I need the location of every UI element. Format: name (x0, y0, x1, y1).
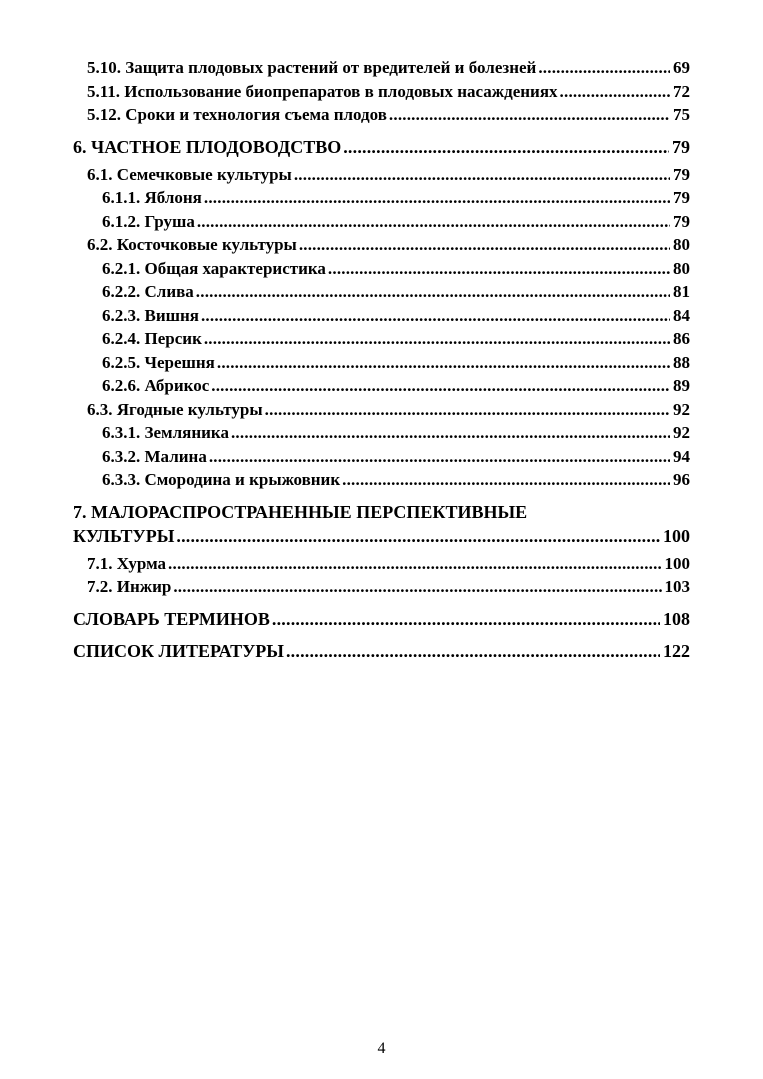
toc-entry-page: 69 (673, 58, 690, 77)
toc-entry-title: 6.2.4. Персик (102, 329, 202, 348)
toc-chapter[interactable] (73, 135, 690, 159)
dot-leader (328, 257, 670, 281)
toc-entry-title: 6.2.3. Вишня (102, 305, 199, 325)
toc-entry-title: 6.1.1. Яблоня (102, 188, 202, 207)
toc-entry-page: 84 (673, 305, 690, 325)
toc-entry-title: 6.3. Ягодные культуры (87, 399, 263, 419)
toc-entry-page: 80 (673, 235, 690, 254)
toc-entry-title: 6.3.3. Смородина и крыжовник (102, 470, 341, 489)
dot-leader (217, 351, 670, 375)
page-number: 4 (377, 1040, 386, 1057)
toc-entry[interactable] (73, 233, 690, 257)
toc-chapter-title: 6. ЧАСТНОЕ ПЛОДОВОДСТВО (73, 136, 342, 157)
dot-leader (560, 80, 670, 104)
toc-chapter-title: КУЛЬТУРЫ (73, 525, 175, 546)
dot-leader (342, 468, 670, 492)
toc-chapter-page: 100 (663, 525, 690, 546)
toc-entry[interactable] (73, 56, 690, 80)
toc-entry-page: 80 (673, 258, 690, 278)
dot-leader (343, 135, 669, 159)
toc-entry-page: 81 (673, 282, 690, 301)
toc-entry-title: 6.1. Семечковые культуры (87, 164, 292, 184)
toc-entry[interactable] (73, 552, 690, 576)
toc-entry-page: 79 (673, 188, 690, 207)
toc-subentry[interactable] (73, 210, 690, 234)
toc-subentry[interactable] (73, 327, 690, 351)
dot-leader (265, 398, 670, 422)
dot-leader (204, 186, 670, 210)
toc-entry-page: 103 (664, 577, 690, 596)
toc-entry-title: 5.10. Защита плодовых растений от вредителей и болезней (87, 58, 537, 77)
toc-entry-page: 94 (673, 446, 690, 466)
toc-entry-page: 96 (673, 470, 690, 489)
toc-subentry[interactable] (73, 468, 690, 492)
toc-chapter-title: СПИСОК ЛИТЕРАТУРЫ (73, 640, 284, 661)
toc-entry-title: 6.2.6. Абрикос (102, 376, 210, 395)
toc-chapter[interactable] (73, 639, 690, 663)
dot-leader (176, 524, 660, 548)
dot-leader (209, 445, 670, 469)
toc-chapter-page: 108 (663, 608, 690, 629)
toc-entry-page: 79 (673, 211, 690, 231)
toc-entry-title: 6.2. Косточковые культуры (87, 235, 297, 254)
toc-chapter-page: 79 (672, 136, 690, 157)
toc-entry[interactable] (73, 575, 690, 599)
toc-entry-page: 75 (673, 105, 690, 124)
toc-chapter-title-line1[interactable]: 7. МАЛОРАСПРОСТРАНЕННЫЕ ПЕРСПЕКТИВНЫЕ (73, 501, 528, 522)
table-of-contents (73, 56, 690, 663)
toc-entry[interactable] (73, 80, 690, 104)
dot-leader (204, 327, 670, 351)
toc-entry-title: 6.2.5. Черешня (102, 352, 215, 372)
dot-leader (389, 103, 670, 127)
toc-entry-title: 6.3.1. Земляника (102, 423, 229, 442)
dot-leader (211, 374, 670, 398)
toc-chapter-page: 122 (663, 640, 690, 661)
dot-leader (272, 607, 660, 631)
toc-entry-page: 89 (673, 376, 690, 395)
toc-subentry[interactable] (73, 351, 690, 375)
toc-entry-page: 92 (673, 423, 690, 442)
toc-chapter-title: СЛОВАРЬ ТЕРМИНОВ (73, 608, 270, 629)
toc-entry-page: 86 (673, 329, 690, 348)
dot-leader (538, 56, 670, 80)
dot-leader (173, 575, 661, 599)
toc-entry-title: 6.1.2. Груша (102, 211, 195, 231)
dot-leader (294, 163, 670, 187)
toc-subentry[interactable] (73, 280, 690, 304)
dot-leader (231, 421, 670, 445)
toc-subentry[interactable] (73, 445, 690, 469)
toc-subentry[interactable] (73, 421, 690, 445)
toc-entry-title: 5.11. Использование биопрепаратов в плодовых насаждениях (87, 81, 558, 101)
toc-subentry[interactable] (73, 374, 690, 398)
toc-chapter[interactable] (73, 524, 690, 548)
dot-leader (168, 552, 661, 576)
toc-entry[interactable] (73, 103, 690, 127)
dot-leader (201, 304, 670, 328)
toc-subentry[interactable] (73, 186, 690, 210)
toc-entry[interactable] (73, 163, 690, 187)
toc-subentry[interactable] (73, 257, 690, 281)
toc-entry-title: 7.1. Хурма (87, 553, 167, 573)
toc-entry-page: 72 (673, 81, 690, 101)
dot-leader (299, 233, 670, 257)
toc-entry-page: 79 (673, 164, 690, 184)
toc-chapter[interactable] (73, 607, 690, 631)
toc-subentry[interactable] (73, 304, 690, 328)
toc-entry-title: 6.3.2. Малина (102, 446, 207, 466)
dot-leader (197, 210, 670, 234)
toc-entry-page: 100 (664, 553, 690, 573)
toc-entry-title: 6.2.1. Общая характеристика (102, 258, 326, 278)
toc-entry[interactable] (73, 398, 690, 422)
toc-entry-title: 6.2.2. Слива (102, 282, 194, 301)
toc-entry-title: 7.2. Инжир (87, 577, 172, 596)
toc-entry-page: 92 (673, 399, 690, 419)
toc-entry-page: 88 (673, 352, 690, 372)
toc-entry-title: 5.12. Сроки и технология съема плодов (87, 105, 387, 124)
dot-leader (196, 280, 670, 304)
dot-leader (286, 639, 660, 663)
